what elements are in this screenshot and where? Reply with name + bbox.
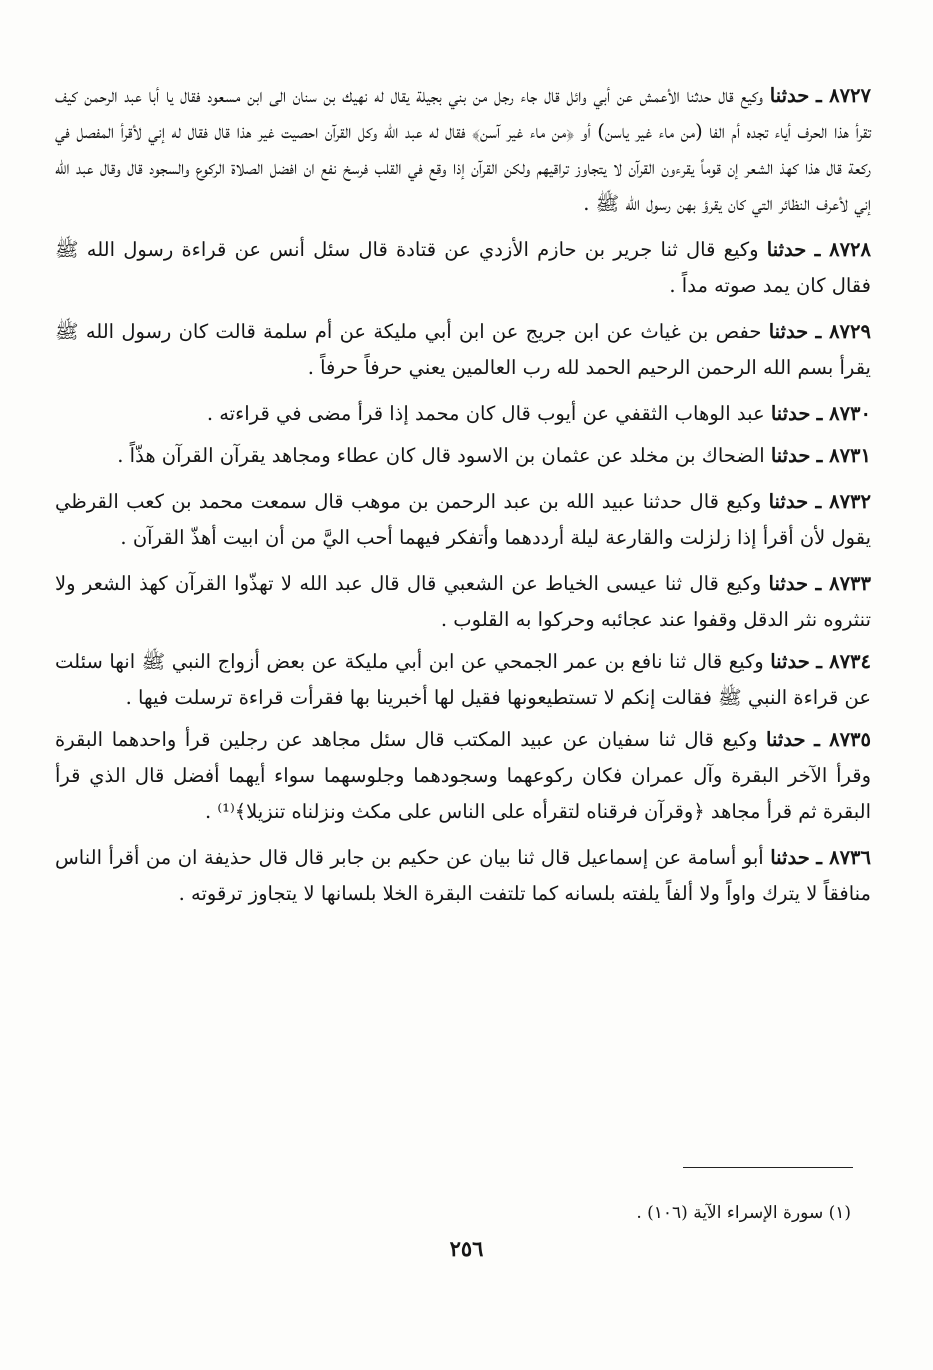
hadith-number: ٨٧٢٨ ـ: [814, 238, 871, 261]
hadith-lead: حدثنا: [770, 650, 810, 673]
hadith-8735: [55, 722, 871, 830]
hadith-8732: [55, 484, 871, 556]
hadith-text: الضحاك بن مخلد عن عثمان بن الاسود قال كان عطاء ومجاهد يقرآن القرآن هذّاً .: [117, 444, 765, 467]
hadith-8727: [55, 78, 871, 222]
hadith-8728: [55, 232, 871, 304]
hadith-text: وكيع قال ثنا عيسى الخياط عن الشعبي قال قال عبد الله لا تهذّوا القرآن كهذ الشعر ولا تنثروه نثر الدقل وقفوا عند عجائبه وحركوا به القلوب .: [55, 572, 871, 631]
hadith-number: ٨٧٢٧ ـ: [816, 84, 871, 107]
hadith-8731: [55, 438, 871, 474]
hadith-text: وكيع قال ثنا سفيان عن عبيد المكتب قال سئل مجاهد عن رجلين قرأ واحدهما البقرة وقرأ الآخر البقرة وآل عمران فكان ركوعهما وسجودهما وجلوسهما سواء أيهما أفضل قال الذي قرأ البقرة ثم قرأ مجاهد ﴿وقرآن فرقناه لتقرأه على الناس على مكث ونزلناه تنزيلا﴾⁽¹⁾ .: [55, 728, 871, 823]
page-number: ٢٥٦: [449, 1236, 484, 1261]
hadith-lead: حدثنا: [768, 490, 809, 513]
hadith-number: ٨٧٣٠ ـ: [816, 402, 871, 425]
hadith-number: ٨٧٣٤ ـ: [816, 650, 871, 673]
footnote-divider: [683, 1167, 853, 1168]
hadith-8730: [55, 396, 871, 432]
hadith-number: ٨٧٣٦ ـ: [816, 846, 871, 869]
hadith-number: ٨٧٣٥ ـ: [814, 728, 871, 751]
hadith-lead: حدثنا: [766, 238, 807, 261]
hadith-lead: حدثنا: [768, 320, 809, 343]
hadith-8736: [55, 840, 871, 912]
hadith-text: أبو أسامة عن إسماعيل قال ثنا بيان عن حكيم بن جابر قال قال حذيفة ان من أقرأ الناس منافقاً لا يترك واواً ولا ألفاً يلفته بلسانه كما تلتفت البقرة الخلا بلسانها لا يتجاوز ترقوته .: [55, 846, 871, 905]
hadith-lead: حدثنا: [770, 846, 810, 869]
hadith-text: وكيع قال حدثنا عبيد الله بن عبد الرحمن بن موهب قال سمعت محمد بن كعب القرظي يقول لأن أقرأ إذا زلزلت والقارعة ليلة أرددهما وأتفكر فيهما أحب اليَّ من أن ابيت أهذّ القرآن .: [55, 490, 871, 549]
hadith-8733: [55, 566, 871, 638]
hadith-lead: حدثنا: [770, 444, 811, 467]
hadith-text: حفص بن غياث عن ابن جريج عن ابن أبي مليكة عن أم سلمة قالت كان رسول الله ﷺ يقرأ بسم الله الرحمن الرحيم الحمد لله رب العالمين يعني حرفاً حرفاً .: [55, 320, 871, 379]
hadith-8734: [55, 644, 871, 716]
hadith-lead: حدثنا: [766, 728, 806, 751]
hadith-number: ٨٧٢٩ ـ: [815, 320, 871, 343]
hadith-text: وكيع قال ثنا نافع بن عمر الجمحي عن ابن أبي مليكة عن بعض أزواج النبي ﷺ انها سئلت عن قراءة النبي ﷺ فقالت إنكم لا تستطيعونها فقيل لها أخبرينا بها فقرأت قراءة ترسلت فيها .: [55, 650, 871, 709]
hadith-text: وكيع قال ثنا جرير بن حازم الأزدي عن قتادة قال سئل أنس عن قراءة رسول الله ﷺ فقال كان يمد صوته مداً .: [55, 238, 871, 297]
hadith-number: ٨٧٣٢ ـ: [815, 490, 871, 513]
hadith-8729: [55, 314, 871, 386]
hadith-text: عبد الوهاب الثقفي عن أيوب قال كان محمد إذا قرأ مضى في قراءته .: [206, 402, 765, 425]
hadith-lead: حدثنا: [769, 84, 810, 107]
hadith-number: ٨٧٣٣ ـ: [815, 572, 871, 595]
hadith-text-body: [55, 78, 871, 922]
hadith-lead: حدثنا: [768, 572, 809, 595]
hadith-text: وكيع قال حدثنا الأعمش عن أبي وائل قال جاء رجل من بني بجيلة يقال له نهيك بن سنان الى ابن مسعود فقال يا أبا عبد الرحمن كيف تقرأ هذا الحرف أياء تجده أم الفا (من ماء غير ياسن) أو ﴿من ماء غير آسن﴾ فقال له عبد الله وكل القرآن احصيت غير هذا قال فقال له إني لأقرأ المفصل في ركعة قال هذا كهذ الشعر إن قوماً يقرءون القرآن لا يتجاوز تراقيهم ولكن القرآن إذا وقع في القلب فرسخ نفع ان افضل الصلاة الركوع والسجود قال وقال عبد الله إني لأعرف النظائر التي كان يقرؤ بهن رسول الله ﷺ .: [55, 84, 871, 215]
hadith-lead: حدثنا: [770, 402, 811, 425]
footnote: (١) سورة الإسراء الآية (١٠٦) .: [636, 1203, 851, 1223]
hadith-number: ٨٧٣١ ـ: [816, 444, 871, 467]
